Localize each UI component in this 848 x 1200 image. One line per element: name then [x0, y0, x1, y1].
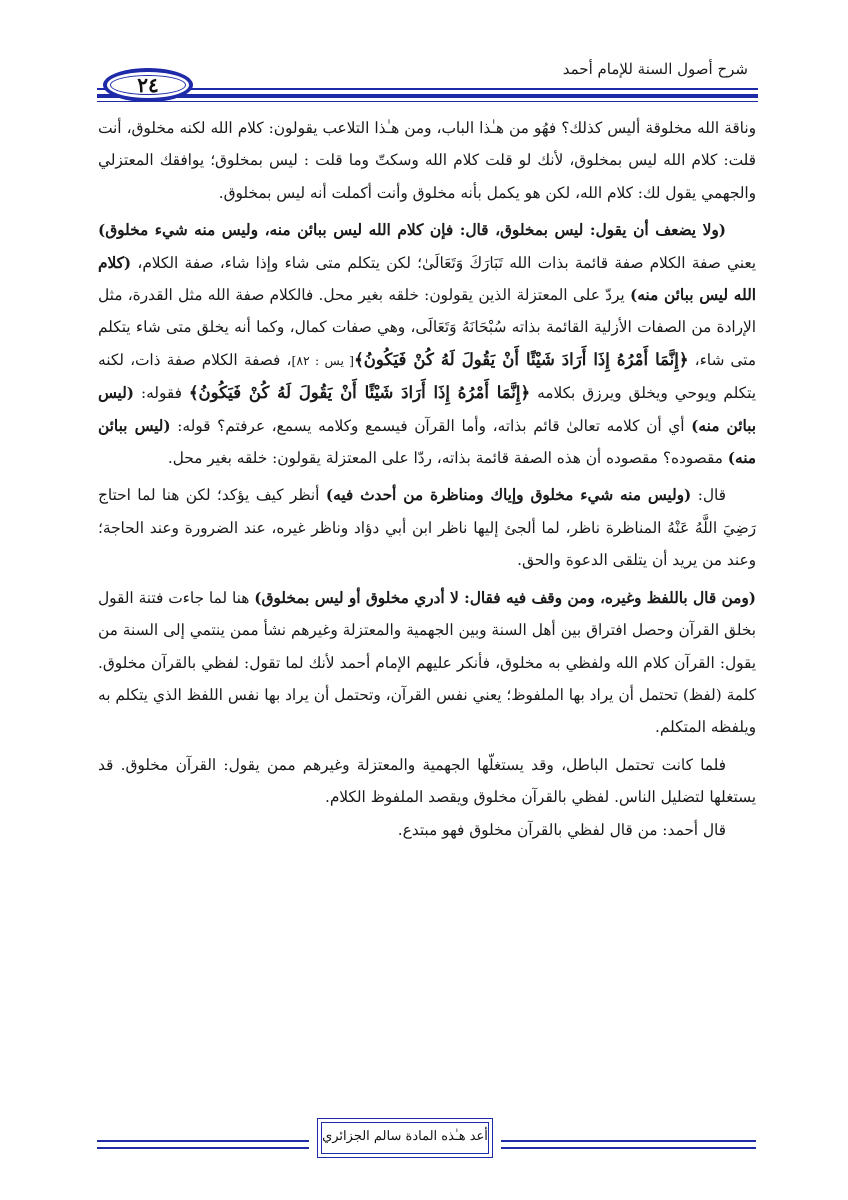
page-number: ٢٤: [137, 73, 159, 97]
quran-verse: ﴿إِنَّمَا أَمْرُهُ إِذَا أَرَادَ شَيْئًا أَنْ يَقُولَ لَهُ كُنْ فَيَكُونُ﴾: [188, 383, 531, 403]
paragraph-6-text: قال أحمد: من قال لفظي بالقرآن مخلوق فهو مبتدع.: [397, 820, 726, 839]
header-rule-thick: [97, 94, 758, 98]
paragraph-1: [98, 112, 756, 209]
matn-quote: (ولا يضعف أن يقول: ليس بمخلوق، قال: فإن كلام الله ليس ببائن منه، وليس منه شيء مخلوق): [98, 221, 726, 240]
matn-quote: (ليس ببائن منه): [98, 416, 756, 468]
commentary-text: ، فصفة الكلام صفة ذات، لكنه يتكلم ويوحي ويخلق ويرزق بكلامه: [98, 350, 756, 403]
commentary-text: أنظر كيف يؤكد؛ لكن هنا لما احتاج رَضِيَ اللَّهُ عَنْهُ المناظرة ناظر، لما ألجئ إليها ناظر ابن أبي دؤاد وناظر غيره، عند الضرورة وعند الحاجة؛ وعند من يريد أن يتلقى الدعوة والحق.: [98, 486, 756, 570]
body-text: [98, 112, 756, 846]
paragraph-3: [98, 479, 756, 576]
matn-quote: (كلام الله ليس ببائن منه): [98, 253, 756, 305]
matn-quote: (وليس منه شيء مخلوق وإياك ومناظرة من أحدث فيه): [325, 486, 692, 505]
paragraph-5: [98, 749, 756, 814]
footer-rule-left-bottom: [97, 1147, 309, 1149]
paragraph-6: [98, 814, 756, 846]
page-number-badge: [103, 68, 193, 102]
paragraph-5-text: فلما كانت تحتمل الباطل، وقد يستغلّها الجهمية والمعتزلة وغيرهم ممن يقول: القرآن مخلوق. قد يستغلها لتضليل الناس. لفظي بالقرآن مخلوق ويقصد الملفوظ الكلام.: [98, 755, 756, 807]
footer-credit-box: [317, 1118, 493, 1158]
matn-quote: (ليس ببائن منه): [98, 384, 756, 435]
paragraph-1-text: وناقة الله مخلوقة أليس كذلك؟ فهُو من هـٰذا الباب، ومن هـٰذا التلاعب يقولون: كلام الله لكنه مخلوق، أنت قلت: كلام الله ليس بمخلوق، لأنك لو قلت كلام الله وسكتّ وما قلت : ليس بمخلوق؛ يوافقك المعتزلي والجهمي يقول لك: كلام الله، لكن هو يكمل بأنه مخلوق وأنت أكملت أنه ليس بمخلوق.: [98, 119, 756, 202]
footer-credit: أعد هـٰذه المادة سالم الجزائري: [321, 1122, 489, 1154]
commentary-text: يردّ على المعتزلة الذين يقولون: خلقه بغير محل. فالكلام صفة الله مثل القدرة، مثل الإرادة من الصفات الأزلية القائمة بذاته سُبْحَانَهُ وَتَعَالَى، وهي صفات كمال، وكما أنه يخلق متى شاء يتكلم متى شاء،: [98, 286, 756, 369]
commentary-text: أي أن كلامه تعالىٰ قائم بذاته، وأما القرآن فيسمع وكلامه يسمع، عرفتم؟ قوله:: [177, 416, 685, 435]
verse-reference: [ يس : ٨٢]: [291, 352, 355, 368]
commentary-text: فقوله:: [140, 384, 182, 403]
header-rule-top: [97, 88, 758, 90]
footer-rule-left-top: [97, 1140, 309, 1142]
footer-rule-right-bottom: [501, 1147, 756, 1149]
commentary-text: هنا لما جاءت فتنة القول بخلق القرآن وحصل افتراق بين أهل السنة وبين الجهمية والمعتزلة وغيرهم نشأ ممن ينتمي إلى السنة من يقول: القرآن كلام الله ولفظي به مخلوق، فأنكر عليهم الإمام أحمد لأنك لما تقول: لفظي بالقرآن مخلوق. كلمة (لفظ) تحتمل أن يراد بها الملفوظ؛ يعني نفس القرآن، وتحتمل أن يراد بها نفس اللفظ الذي يتكلم به ويلفظه المتكلم.: [98, 588, 756, 737]
header-rule-bottom: [97, 101, 758, 102]
running-header-title: شرح أصول السنة للإمام أحمد: [562, 60, 748, 78]
commentary-text: يعني صفة الكلام صفة قائمة بذات الله تَبَارَكَ وَتَعَالَىٰ؛ لكن يتكلم متى شاء وإذا شاء، صفة الكلام،: [137, 253, 756, 272]
paragraph-2: [98, 214, 756, 474]
matn-quote: (ومن قال باللفظ وغيره، ومن وقف فيه فقال: لا أدري مخلوق أو ليس بمخلوق): [254, 588, 756, 607]
page-number-badge-inner-ring: [110, 75, 186, 95]
footer-rule-right-top: [501, 1140, 756, 1142]
commentary-text: مقصوده؟ مقصوده أن هذه الصفة قائمة بذاته، ردّا على المعتزلة يقولون: خلقه بغير محل.: [167, 449, 723, 468]
quran-verse: ﴿إِنَّمَا أَمْرُهُ إِذَا أَرَادَ شَيْئًا أَنْ يَقُولَ لَهُ كُنْ فَيَكُونُ﴾: [354, 349, 689, 369]
commentary-text: قال:: [697, 486, 726, 505]
paragraph-4: [98, 582, 756, 744]
